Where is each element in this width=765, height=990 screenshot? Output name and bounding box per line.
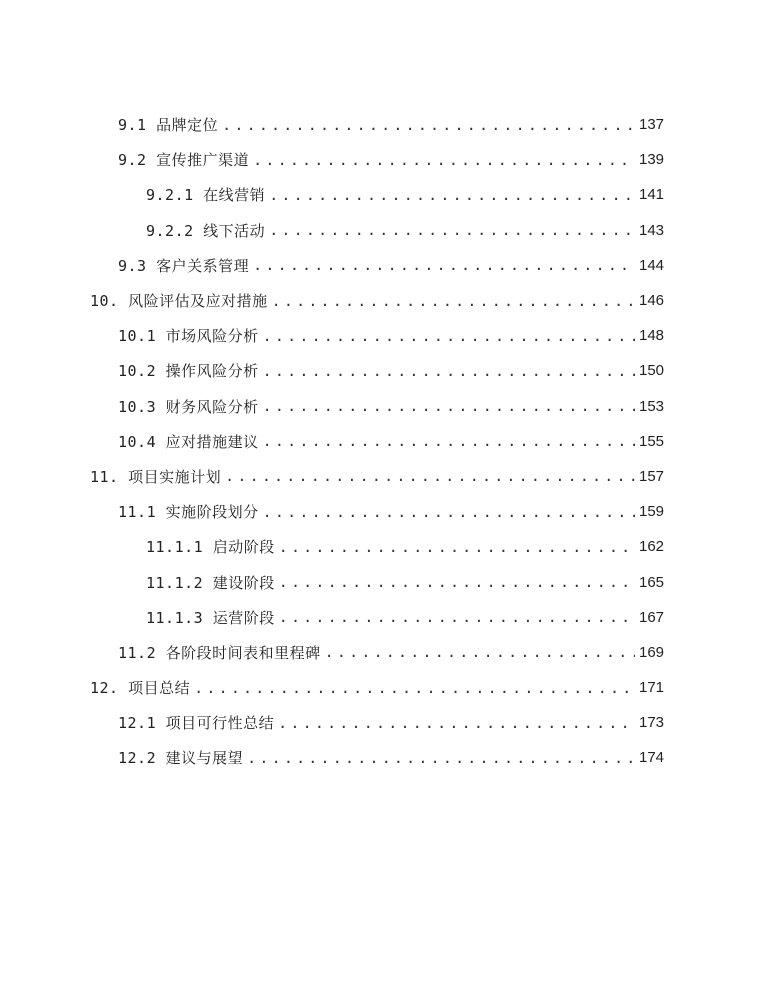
- toc-page-number: 173: [639, 714, 665, 732]
- toc-entry[interactable]: [0, 142, 765, 177]
- toc-entry[interactable]: [0, 459, 765, 494]
- toc-dot-leader: [263, 503, 635, 521]
- toc-entry-label: 11.2 各阶段时间表和里程碑: [118, 643, 321, 662]
- toc-entry[interactable]: [0, 600, 765, 635]
- toc-dot-leader: [263, 432, 635, 450]
- toc-entry-label: 9.2 宣传推广渠道: [118, 151, 250, 170]
- toc-dot-leader: [253, 151, 635, 169]
- toc-entry[interactable]: [0, 248, 765, 283]
- toc-entry[interactable]: [0, 740, 765, 775]
- toc-page-number: 139: [639, 151, 665, 169]
- toc-entry-label: 10.3 财务风险分析: [118, 397, 259, 416]
- toc-page-number: 159: [639, 503, 665, 521]
- toc-page-number: 162: [639, 538, 665, 556]
- toc-page-number: 150: [639, 362, 665, 380]
- toc-page-number: 167: [639, 608, 665, 626]
- toc-dot-leader: [279, 608, 635, 626]
- toc-entry-label: 11.1.1 启动阶段: [146, 538, 275, 557]
- toc-entry[interactable]: [0, 389, 765, 424]
- table-of-contents: [0, 107, 765, 776]
- toc-entry[interactable]: [0, 635, 765, 670]
- toc-entry[interactable]: [0, 670, 765, 705]
- toc-dot-leader: [194, 679, 635, 697]
- toc-entry-label: 10.1 市场风险分析: [118, 327, 259, 346]
- toc-dot-leader: [263, 362, 635, 380]
- toc-entry-label: 10.2 操作风险分析: [118, 362, 259, 381]
- toc-dot-leader: [222, 116, 635, 134]
- toc-dot-leader: [247, 749, 635, 767]
- toc-entry-label: 10.4 应对措施建议: [118, 432, 259, 451]
- toc-entry-label: 11.1.3 运营阶段: [146, 608, 275, 627]
- toc-entry[interactable]: [0, 494, 765, 529]
- toc-entry-label: 9.1 品牌定位: [118, 116, 219, 135]
- toc-entry[interactable]: [0, 353, 765, 388]
- toc-entry[interactable]: [0, 529, 765, 564]
- toc-dot-leader: [278, 714, 635, 732]
- toc-page-number: 153: [639, 397, 665, 415]
- toc-page-number: 174: [639, 749, 665, 767]
- toc-entry[interactable]: [0, 107, 765, 142]
- toc-entry[interactable]: [0, 213, 765, 248]
- toc-page-number: 143: [639, 221, 665, 239]
- toc-entry[interactable]: [0, 705, 765, 740]
- toc-page-number: 137: [639, 116, 665, 134]
- toc-entry-label: 12.2 建议与展望: [118, 749, 244, 768]
- toc-page-number: 157: [639, 467, 665, 485]
- toc-page-number: 171: [639, 679, 665, 697]
- toc-entry[interactable]: [0, 424, 765, 459]
- toc-dot-leader: [279, 573, 635, 591]
- toc-dot-leader: [279, 538, 635, 556]
- toc-entry-label: 11.1.2 建设阶段: [146, 573, 275, 592]
- toc-entry-label: 12.1 项目可行性总结: [118, 714, 275, 733]
- toc-dot-leader: [325, 643, 635, 661]
- toc-entry-label: 11.1 实施阶段划分: [118, 503, 259, 522]
- toc-page-number: 165: [639, 573, 665, 591]
- toc-page-number: 146: [639, 292, 665, 310]
- toc-dot-leader: [263, 397, 635, 415]
- toc-page-number: 144: [639, 256, 665, 274]
- toc-entry-label: 9.2.1 在线营销: [146, 186, 266, 205]
- toc-dot-leader: [253, 256, 635, 274]
- toc-page-number: 148: [639, 327, 665, 345]
- toc-page-number: 141: [639, 186, 665, 204]
- toc-dot-leader: [225, 467, 635, 485]
- toc-dot-leader: [272, 292, 635, 310]
- toc-dot-leader: [269, 186, 635, 204]
- toc-entry[interactable]: [0, 177, 765, 212]
- toc-entry-label: 12. 项目总结: [90, 679, 191, 698]
- toc-entry-label: 9.3 客户关系管理: [118, 256, 250, 275]
- toc-entry[interactable]: [0, 318, 765, 353]
- toc-entry-label: 11. 项目实施计划: [90, 467, 222, 486]
- toc-page-number: 155: [639, 432, 665, 450]
- toc-page-number: 169: [639, 643, 665, 661]
- toc-entry[interactable]: [0, 283, 765, 318]
- toc-dot-leader: [269, 221, 635, 239]
- toc-entry-label: 9.2.2 线下活动: [146, 221, 266, 240]
- toc-entry[interactable]: [0, 564, 765, 599]
- toc-entry-label: 10. 风险评估及应对措施: [90, 292, 268, 311]
- toc-dot-leader: [263, 327, 635, 345]
